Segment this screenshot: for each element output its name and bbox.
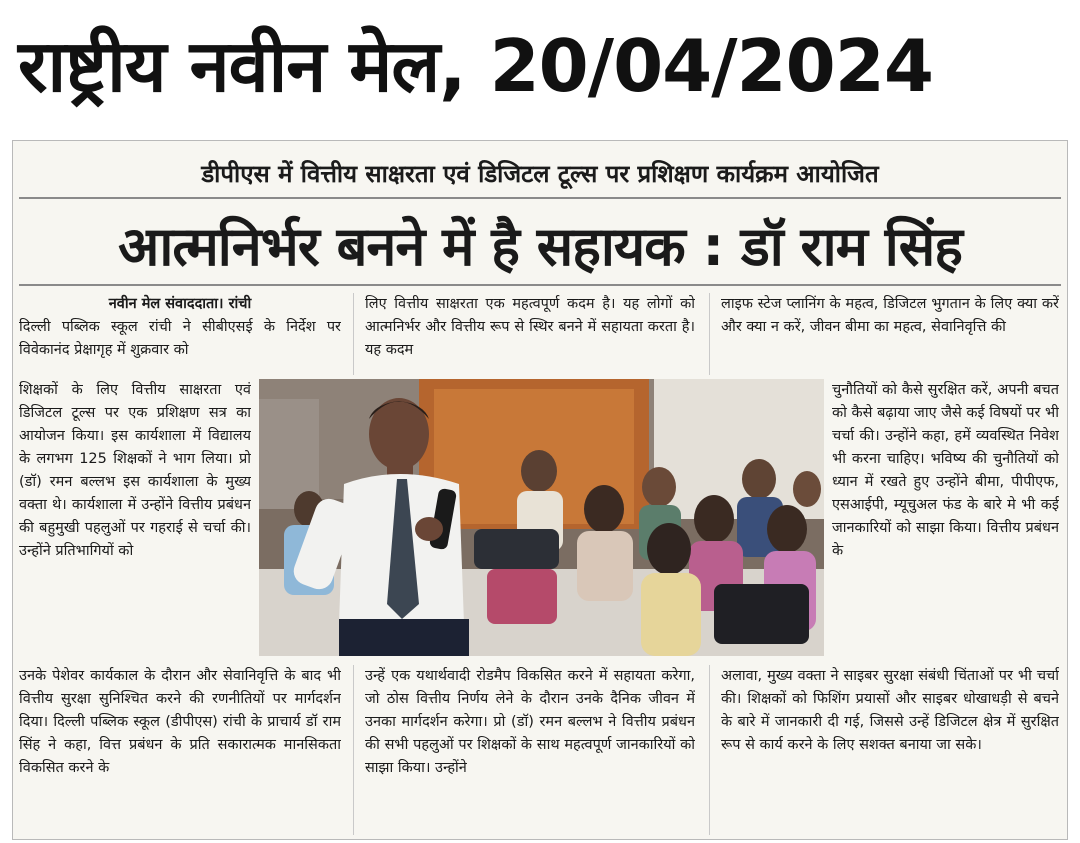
byline: नवीन मेल संवाददाता। रांची [108,296,252,312]
article-headline: आत्मनिर्भर बनने में है सहायक : डॉ राम सिंह [118,215,962,278]
column-1-wrap-text: शिक्षकों के लिए वित्तीय साक्षरता एवं डिजिटल टूल्स पर एक प्रशिक्षण सत्र का आयोजन किया। इस कार्यशाला में विद्यालय के लगभग 125 शिक्षकों ने भाग लिया। प्रो (डॉ) रमन बल्लभ इस कार्यशाला के मुख्य वक्ता थे। कार्यशाला में उन्होंने वित्तीय प्रबंधन की बहुमुखी पहलुओं पर गहराई से चर्चा की। उन्होंने प्रतिभागियों को [19,382,251,559]
column-3-wrap-text: चुनौतियों को कैसे सुरक्षित करें, अपनी बचत को कैसे बढ़ाया जाए जैसे कई विषयों पर भी चर्चा की। उन्होंने कहा, हमें व्यवस्थित निवेश भी करना चाहिए। भविष्य की चुनौतियों को ध्यान में रखते हुए उन्होंने बीमा, पीपीएफ, एसआईपी, म्यूचुअल फंड के बारे मे भी कई जानकारियों को साझा किया। वित्तीय प्रबंधन के [832,382,1059,559]
column-divider [709,293,710,375]
column-divider [353,293,354,375]
masthead [0,0,1080,140]
column-3-top-text: लाइफ स्टेज प्लानिंग के महत्व, डिजिटल भुगतान के लिए क्या करें और क्या न करें, जीवन बीमा का महत्व, सेवानिवृत्ति की [721,296,1059,335]
article-kicker: डीपीएस में वित्तीय साक्षरता एवं डिजिटल टूल्स पर प्रशिक्षण कार्यक्रम आयोजित [201,160,879,188]
column-2-top-text: लिए वित्तीय साक्षरता एक महत्वपूर्ण कदम है। यह लोगों को आत्मनिर्भर और वित्तीय रूप से स्थिर बनने में सहायता करता है। यह कदम [365,296,695,358]
column-1-bottom-text: उनके पेशेवर कार्यकाल के दौरान और सेवानिवृत्ति के बाद भी वित्तीय सुरक्षा सुनिश्चित करने की रणनीतियों पर मार्गदर्शन दिया। दिल्ली पब्लिक स्कूल (डीपीएस) रांची के प्राचार्य डॉ राम सिंह ने कहा, वित्त प्रबंधन के प्रति सकारात्मक मानसिकता विकसित करने के [19,668,341,776]
column-2-bottom-text: उन्हें एक यथार्थवादी रोडमैप विकसित करने में सहायता करेगा, जो ठोस वित्तीय निर्णय लेने के दौरान उनके दैनिक जीवन में उनका मार्गदर्शन करेगा। प्रो (डॉ) रमन बल्लभ ने वित्तीय प्रबंधन की सभी पहलुओं पर शिक्षकों के साथ महत्वपूर्ण जानकारियों को साझा किया। उन्होंने [365,668,695,776]
column-1-top [19,293,341,371]
event-photo-illustration [259,379,824,656]
column-divider [709,665,710,835]
column-3-bottom-text: अलावा, मुख्य वक्ता ने साइबर सुरक्षा संबंधी चिंताओं पर भी चर्चा की। शिक्षकों को फिशिंग प्रयासों और साइबर धोखाधड़ी से बचने के बारे में जानकारी दी गई, जिससे उन्हें डिजिटल क्षेत्र में सुरक्षित रूप से कार्य करने के लिए सशक्त बनाया जा सके। [721,668,1059,753]
headline-divider [19,284,1061,286]
masthead-title: राष्ट्रीय नवीन मेल, 20/04/2024 [18,24,933,108]
column-divider [353,665,354,835]
newspaper-clipping [12,140,1068,840]
kicker-divider [19,197,1061,199]
column-1-top-text: दिल्ली पब्लिक स्कूल रांची ने सीबीएसई के निर्देश पर विवेकानंद प्रेक्षागृह में शुक्रवार को [19,319,341,358]
event-photo [259,379,824,656]
